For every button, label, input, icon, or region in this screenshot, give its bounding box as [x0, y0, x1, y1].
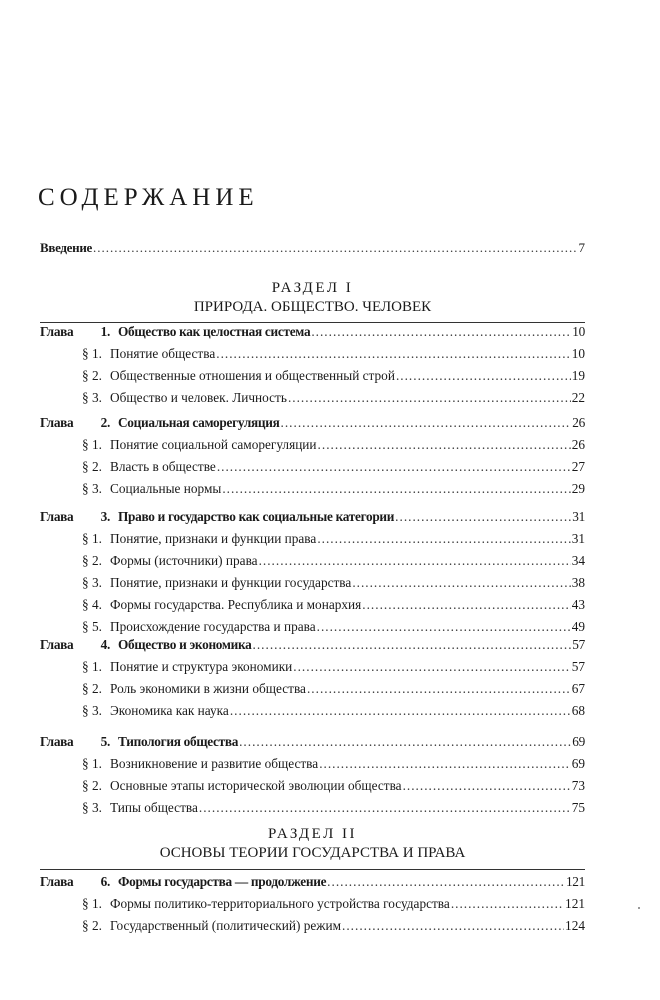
- paragraph-marker: [40, 459, 110, 475]
- section-sign: §: [82, 368, 89, 383]
- paragraph-marker: [40, 756, 110, 772]
- paragraph-entry[interactable]: [40, 681, 585, 703]
- chapter-entry[interactable]: [40, 415, 585, 437]
- chapter-page: 31: [572, 509, 585, 524]
- paragraph-title: Возникновение и развитие общества: [110, 756, 319, 771]
- leader-dots: [259, 553, 571, 569]
- chapter-number: 1.: [100, 324, 110, 339]
- paragraph-marker: [40, 437, 110, 453]
- paragraph-number: 2.: [92, 778, 102, 793]
- section-name: ОСНОВЫ ТЕОРИИ ГОСУДАРСТВА И ПРАВА: [159, 845, 466, 861]
- paragraph-title: Понятие социальной саморегуляции: [110, 437, 317, 452]
- paragraph-number: 3.: [92, 703, 102, 718]
- section-sign: §: [82, 703, 89, 718]
- paragraph-marker: [40, 368, 110, 384]
- paragraph-page: 26: [571, 437, 585, 452]
- paragraph-page: 49: [571, 619, 585, 634]
- chapter-word: Глава: [40, 415, 74, 430]
- leader-dots: [451, 896, 564, 912]
- section-name: ПРИРОДА. ОБЩЕСТВО. ЧЕЛОВЕК: [193, 299, 432, 315]
- leader-dots: [362, 597, 570, 613]
- intro-label: Введение: [40, 240, 92, 255]
- paragraph-marker: [40, 681, 110, 697]
- paragraph-marker: [40, 778, 110, 794]
- paragraph-marker: [40, 575, 110, 591]
- paragraph-page: 27: [571, 459, 585, 474]
- paragraph-entry[interactable]: [40, 390, 585, 412]
- leader-dots: [319, 756, 571, 772]
- paragraph-entry[interactable]: [40, 346, 585, 368]
- paragraph-number: 2.: [92, 459, 102, 474]
- paragraph-entry[interactable]: [40, 659, 585, 681]
- chapter-title: Социальная саморегуляция: [118, 415, 280, 430]
- paragraph-entry[interactable]: [40, 575, 585, 597]
- section-sign: §: [82, 756, 89, 771]
- leader-dots: [396, 368, 571, 384]
- leader-dots: [317, 531, 570, 547]
- paragraph-title: Понятие, признаки и функции государства: [110, 575, 352, 590]
- paragraph-page: 67: [571, 681, 585, 696]
- section-sign: §: [82, 481, 89, 496]
- section-sign: §: [82, 778, 89, 793]
- chapter-entry[interactable]: [40, 509, 585, 531]
- paragraph-marker: [40, 918, 110, 934]
- chapter-number: 3.: [100, 509, 110, 524]
- chapter-entry[interactable]: [40, 874, 585, 896]
- paragraph-number: 5.: [92, 619, 102, 634]
- section-sign: §: [82, 346, 89, 361]
- leader-dots: [288, 390, 571, 406]
- leader-dots: [253, 637, 572, 653]
- paragraph-page: 22: [571, 390, 585, 405]
- paragraph-title: Власть в обществе: [110, 459, 216, 474]
- chapter-word: Глава: [40, 874, 74, 889]
- paragraph-number: 3.: [92, 390, 102, 405]
- paragraph-title: Формы (источники) права: [110, 553, 258, 568]
- chapter-word: Глава: [40, 324, 74, 339]
- paragraph-entry[interactable]: [40, 918, 585, 940]
- leader-dots: [222, 481, 570, 497]
- paragraph-page: 31: [571, 531, 585, 546]
- chapter-title: Формы государства — продолжение: [118, 874, 327, 889]
- section-sign: §: [82, 619, 89, 634]
- paragraph-page: 124: [565, 918, 585, 933]
- paragraph-entry[interactable]: [40, 368, 585, 390]
- chapter-block-6: [40, 874, 585, 940]
- leader-dots: [311, 324, 571, 340]
- paragraph-entry[interactable]: [40, 437, 585, 459]
- chapter-page: 10: [572, 324, 585, 339]
- paragraph-page: 73: [571, 778, 585, 793]
- paragraph-title: Социальные нормы: [110, 481, 222, 496]
- paragraph-entry[interactable]: [40, 703, 585, 725]
- chapter-word: Глава: [40, 637, 74, 652]
- intro-page: 7: [578, 240, 585, 255]
- paragraph-title: Типы общества: [110, 800, 198, 815]
- section-sign: §: [82, 437, 89, 452]
- page-title: СОДЕРЖАНИЕ: [38, 184, 259, 211]
- section-number: РАЗДЕЛ II: [267, 826, 358, 842]
- leader-dots: [217, 459, 571, 475]
- paragraph-page: 43: [571, 597, 585, 612]
- section-sign: §: [82, 575, 89, 590]
- paragraph-entry[interactable]: [40, 553, 585, 575]
- paragraph-title: Понятие, признаки и функции права: [110, 531, 317, 546]
- chapter-title: Общество и экономика: [118, 637, 252, 652]
- section-sign: §: [82, 531, 89, 546]
- chapter-page: 69: [572, 734, 585, 749]
- section-sign: §: [82, 553, 89, 568]
- section-sign: §: [82, 681, 89, 696]
- paragraph-number: 1.: [92, 531, 102, 546]
- leader-dots: [239, 734, 571, 750]
- leader-dots: [395, 509, 571, 525]
- leader-dots: [318, 437, 571, 453]
- paragraph-page: 69: [571, 756, 585, 771]
- paragraph-marker: [40, 659, 110, 675]
- leader-dots: [293, 659, 570, 675]
- paragraph-number: 1.: [92, 437, 102, 452]
- chapter-number: 2.: [100, 415, 110, 430]
- paragraph-marker: [40, 553, 110, 569]
- chapter-number: 6.: [100, 874, 110, 889]
- chapter-block-1: [40, 324, 585, 412]
- paragraph-marker: [40, 619, 110, 635]
- leader-dots: [403, 778, 571, 794]
- paragraph-entry[interactable]: [40, 481, 585, 503]
- paragraph-marker: [40, 346, 110, 362]
- paragraph-marker: [40, 531, 110, 547]
- paragraph-title: Понятие общества: [110, 346, 216, 361]
- leader-dots: [281, 415, 572, 431]
- chapter-entry[interactable]: [40, 324, 585, 346]
- section-sign: §: [82, 390, 89, 405]
- section-rule: [40, 869, 585, 870]
- paragraph-title: Происхождение государства и права: [110, 619, 316, 634]
- paragraph-title: Формы политико-территориального устройства государства: [110, 896, 450, 911]
- chapter-page: 26: [572, 415, 585, 430]
- chapter-entry[interactable]: [40, 637, 585, 659]
- section-sign: §: [82, 459, 89, 474]
- leader-dots: [327, 874, 565, 890]
- paragraph-number: 4.: [92, 597, 102, 612]
- intro-entry[interactable]: [40, 240, 585, 256]
- leader-dots: [352, 575, 570, 591]
- paragraph-marker: [40, 703, 110, 719]
- paragraph-marker: [40, 481, 110, 497]
- paragraph-page: 68: [571, 703, 585, 718]
- section-sign: §: [82, 597, 89, 612]
- paragraph-title: Государственный (политический) режим: [110, 918, 342, 933]
- paragraph-number: 3.: [92, 481, 102, 496]
- chapter-number: 4.: [100, 637, 110, 652]
- chapter-word: Глава: [40, 509, 74, 524]
- paragraph-entry[interactable]: [40, 531, 585, 553]
- paragraph-number: 3.: [92, 800, 102, 815]
- paragraph-entry[interactable]: [40, 778, 585, 800]
- paragraph-number: 1.: [92, 756, 102, 771]
- paragraph-number: 1.: [92, 346, 102, 361]
- paragraph-title: Роль экономики в жизни общества: [110, 681, 306, 696]
- paragraph-entry[interactable]: [40, 800, 585, 822]
- paragraph-title: Формы государства. Республика и монархия: [110, 597, 362, 612]
- paragraph-entry[interactable]: [40, 756, 585, 778]
- paragraph-number: 3.: [92, 575, 102, 590]
- paragraph-entry[interactable]: [40, 459, 585, 481]
- leader-dots: [199, 800, 571, 816]
- chapter-number: 5.: [100, 734, 110, 749]
- paragraph-title: Понятие и структура экономики: [110, 659, 293, 674]
- leader-dots: [216, 346, 570, 362]
- paragraph-number: 2.: [92, 368, 102, 383]
- section-heading-2: [40, 825, 585, 863]
- paragraph-number: 2.: [92, 681, 102, 696]
- paragraph-marker: [40, 896, 110, 912]
- paragraph-number: 2.: [92, 918, 102, 933]
- paragraph-marker: [40, 597, 110, 613]
- chapter-block-5: [40, 734, 585, 822]
- paragraph-number: 1.: [92, 659, 102, 674]
- paragraph-entry[interactable]: [40, 896, 585, 918]
- paragraph-marker: [40, 390, 110, 406]
- paragraph-page: 121: [565, 896, 585, 911]
- paragraph-entry[interactable]: [40, 597, 585, 619]
- paragraph-page: 34: [571, 553, 585, 568]
- section-sign: §: [82, 896, 89, 911]
- section-sign: §: [82, 800, 89, 815]
- chapter-word: Глава: [40, 734, 74, 749]
- paragraph-title: Экономика как наука: [110, 703, 229, 718]
- chapter-entry[interactable]: [40, 734, 585, 756]
- paragraph-title: Общество и человек. Личность: [110, 390, 287, 405]
- paragraph-page: 29: [571, 481, 585, 496]
- paragraph-marker: [40, 800, 110, 816]
- leader-dots: [317, 619, 571, 635]
- section-sign: §: [82, 659, 89, 674]
- scan-speck: [638, 907, 640, 909]
- paragraph-page: 10: [571, 346, 585, 361]
- paragraph-page: 75: [571, 800, 585, 815]
- section-sign: §: [82, 918, 89, 933]
- section-heading-1: [40, 279, 585, 317]
- paragraph-page: 19: [571, 368, 585, 383]
- leader-dots: [307, 681, 571, 697]
- chapter-block-4: [40, 637, 585, 725]
- chapter-page: 57: [572, 637, 585, 652]
- paragraph-title: Общественные отношения и общественный строй: [110, 368, 395, 383]
- paragraph-number: 2.: [92, 553, 102, 568]
- chapter-title: Общество как целостная система: [118, 324, 311, 339]
- paragraph-page: 57: [571, 659, 585, 674]
- section-rule: [40, 322, 585, 323]
- section-number: РАЗДЕЛ I: [271, 280, 354, 296]
- chapter-title: Право и государство как социальные категории: [118, 509, 395, 524]
- paragraph-page: 38: [571, 575, 585, 590]
- leader-dots: [93, 240, 578, 256]
- leader-dots: [342, 918, 564, 934]
- chapter-block-2: [40, 415, 585, 503]
- paragraph-number: 1.: [92, 896, 102, 911]
- chapter-title: Типология общества: [118, 734, 239, 749]
- chapter-block-3: [40, 509, 585, 641]
- leader-dots: [230, 703, 571, 719]
- chapter-page: 121: [565, 874, 585, 889]
- paragraph-title: Основные этапы исторической эволюции общества: [110, 778, 402, 793]
